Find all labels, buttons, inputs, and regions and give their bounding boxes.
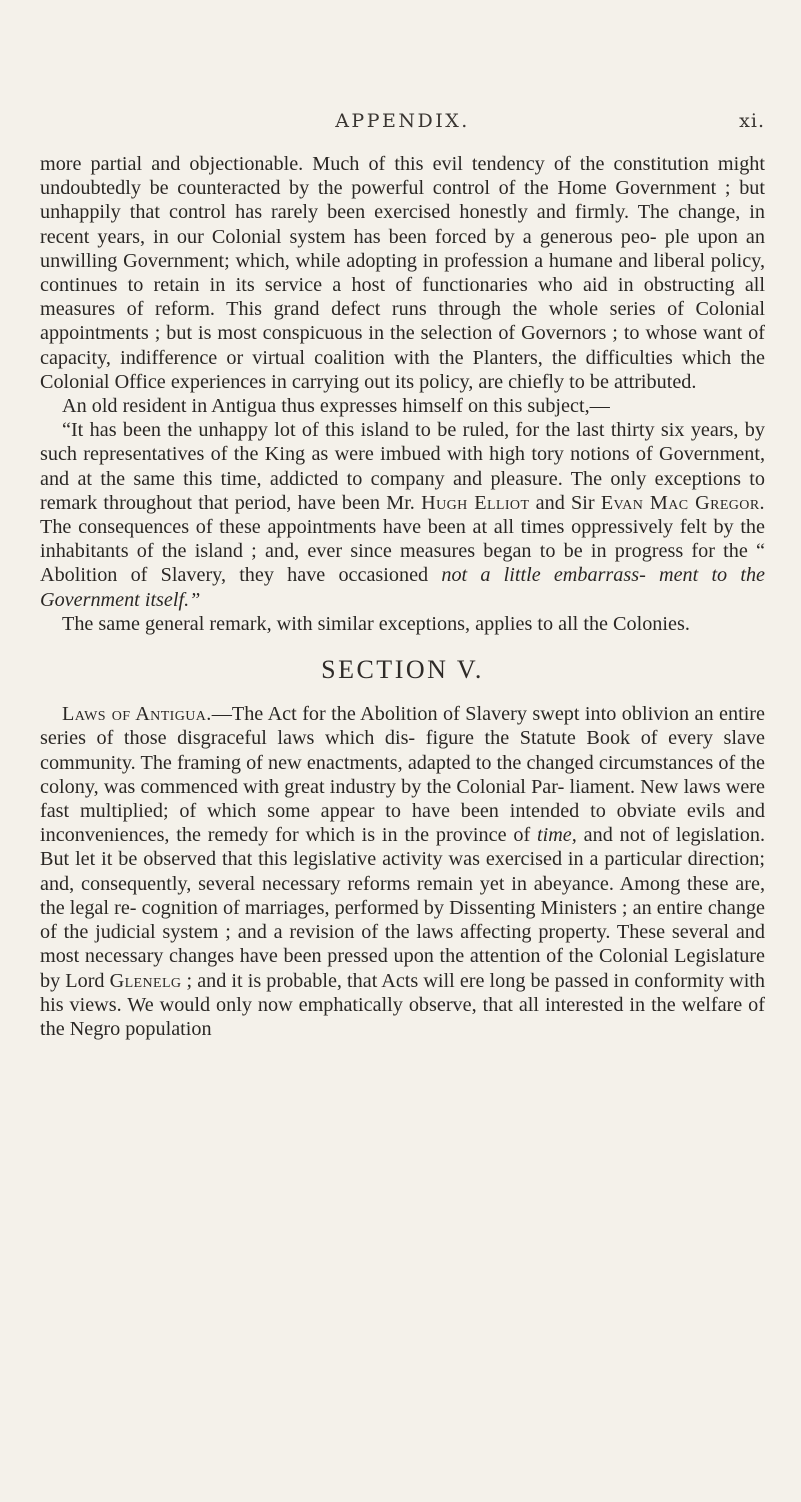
page-number: xi. (739, 110, 765, 132)
paragraph-general-remark: The same general remark, with similar exceptions, applies to all the Colonies. (62, 612, 690, 635)
section-heading: SECTION V. (321, 655, 484, 685)
section-text-3: ; and it is probable, that Acts will ere long be passed in conformity with his views. We would only now emphatically observe, that all interested in the welfare of the Negro population (40, 969, 766, 1040)
header-title: APPENDIX. (335, 110, 470, 132)
quote-text-3: The consequences of these appointments have been at all times oppressively felt by the inhabitants of the island ; and, ever since measures began to be in progress for the “ Abolition of Slavery, they have occasioned (40, 516, 765, 587)
name-hugh-elliot: Hugh Elliot (421, 491, 530, 514)
paragraph-antigua-resident: An old resident in Antigua thus expresses himself on this subject,— (62, 395, 610, 418)
body-text (40, 152, 765, 1041)
running-header (40, 110, 765, 140)
section-text-2: and not of legislation. But let it be observed that this legislative activity was exercised in a particular direction; and, consequently, several necessary reforms remain yet in abeyance. Among these are, the legal re- cognition of marriages, performed by Dissenting Ministers ; an entire change of the judicial system ; and a revision of the laws affecting property. These several and most necessary changes have been pressed upon the attention of the Colonial Legislature by Lord (40, 824, 766, 992)
quote-italic-ending: not a little embarrass- ment to the Government itself.” (40, 564, 766, 611)
quote-text-2: and Sir (535, 491, 595, 514)
section-lead: Laws of Antigua. (62, 703, 212, 726)
paragraph-quotation (40, 418, 765, 612)
name-glenelg: Glenelg (109, 969, 182, 992)
section-italic-time: time, (537, 824, 577, 847)
quote-text-1: “It has been the unhappy lot of this island to be ruled, for the last thirty six years, by such representatives of the King as were imbued with high tory notions of Government, and at the same this time, addicted to company and pleasure. The only exceptions to remark throughout that period, have been Mr. (40, 419, 765, 514)
paragraph-colonial-policy: more partial and objectionable. Much of this evil tendency of the constitution might undoubtedly be counteracted by the powerful control of the Home Government ; but unhappily that control has rarely been exercised honestly and firmly. The change, in recent years, in our Colonial system has been forced by a generous peo- ple upon an unwilling Government; which, while adopting in profession a humane and liberal policy, continues to retain in its service a host of functionaries who aid in obstructing all measures of reform. This grand defect runs through the whole series of Colonial appointments ; but is most conspicuous in the selection of Governors ; to whose want of capacity, indifference or virtual coalition with the Planters, the difficulties which the Colonial Office experiences in carrying out its policy, are chiefly to be attributed. (40, 153, 765, 393)
section-text-1: —The Act for the Abolition of Slavery swept into oblivion an entire series of those disgraceful laws which dis- figure the Statute Book of every slave community. The framing of new enactments, adapted to the changed circumstances of the colony, was commenced with great industry by the Colonial Par- liament. New laws were fast multiplied; of which some appear to have been intended to obviate evils and inconveniences, the remedy for which is in the province of (40, 703, 765, 847)
paragraph-laws-of-antigua (40, 702, 765, 1041)
name-evan-mac-gregor: Evan Mac Gregor. (600, 491, 766, 514)
